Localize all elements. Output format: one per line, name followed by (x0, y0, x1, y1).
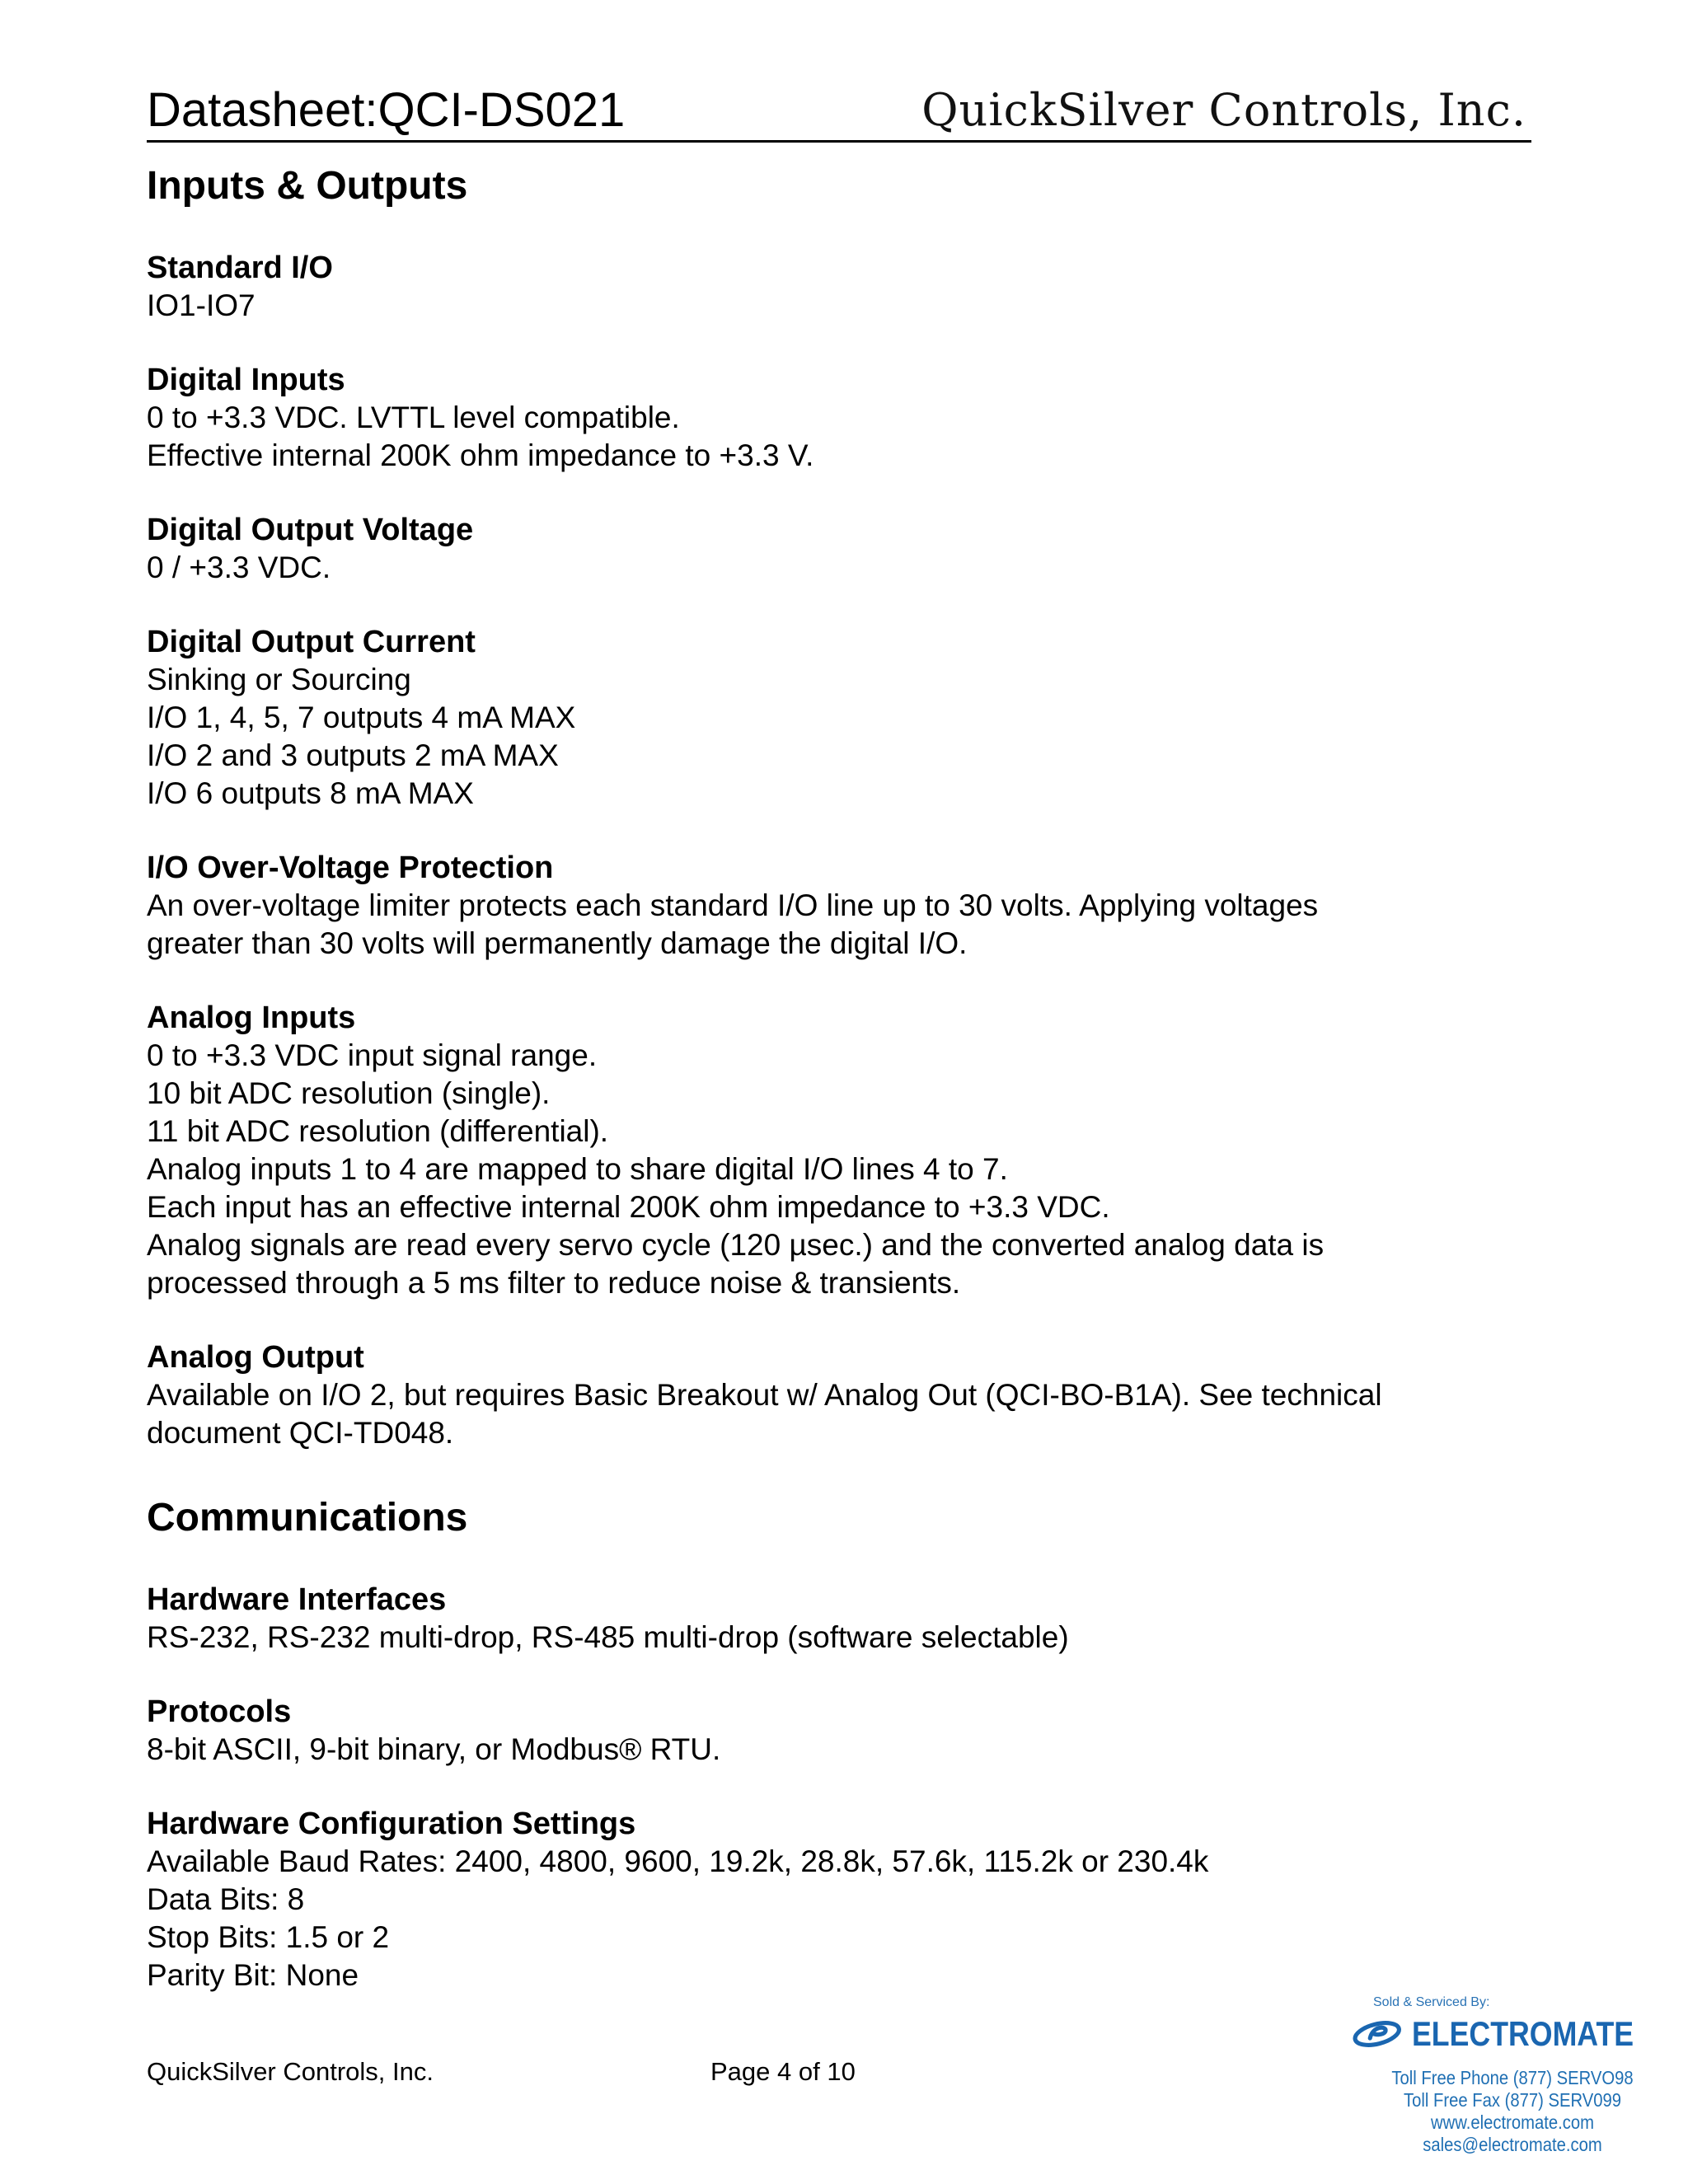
spec-line: Available Baud Rates: 2400, 4800, 9600, 19.2k, 28.8k, 57.6k, 115.2k or 230.4k (147, 1844, 1209, 1878)
spec-line: Stop Bits: 1.5 or 2 (147, 1920, 390, 1954)
spec-line: Parity Bit: None (147, 1958, 359, 1992)
spec-line: 0 / +3.3 VDC. (147, 551, 331, 584)
distributor-contact (1352, 2067, 1673, 2156)
spec-line: I/O 1, 4, 5, 7 outputs 4 mA MAX (147, 701, 576, 734)
distributor-website-link[interactable]: www.electromate.com (1431, 2111, 1594, 2133)
distributor-brand (1352, 2014, 1673, 2054)
spec-line: IO1-IO7 (147, 288, 256, 322)
spec-heading: Hardware Configuration Settings (147, 1807, 636, 1841)
spec-block-analog-inputs (147, 999, 1540, 1302)
spec-line: I/O 6 outputs 8 mA MAX (147, 776, 474, 810)
distributor-email-link[interactable]: sales@electromate.com (1423, 2134, 1602, 2155)
spec-block-hardware-configuration-settings (147, 1805, 1540, 1994)
spec-heading: Standard I/O (147, 251, 333, 285)
spec-block-digital-output-current (147, 623, 1540, 813)
spec-heading: Analog Inputs (147, 1001, 356, 1035)
spec-line: An over-voltage limiter protects each standard I/O line up to 30 volts. Applying voltages (147, 888, 1319, 922)
spec-line: document QCI-TD048. (147, 1416, 454, 1450)
spec-block-protocols (147, 1693, 1540, 1769)
spec-heading: Hardware Interfaces (147, 1582, 447, 1617)
document-id: Datasheet:QCI-DS021 (147, 83, 626, 137)
distributor-fax: Toll Free Fax (877) SERV099 (1404, 2089, 1621, 2111)
sold-serviced-label: Sold & Serviced By: (1373, 1995, 1490, 2009)
spec-line: Analog signals are read every servo cycle (120 µsec.) and the converted analog data is (147, 1228, 1325, 1262)
spec-heading: Digital Inputs (147, 363, 345, 397)
spec-line: 8-bit ASCII, 9-bit binary, or Modbus® RTU. (147, 1732, 721, 1766)
spec-block-hardware-interfaces (147, 1581, 1540, 1657)
spec-line: RS-232, RS-232 multi-drop, RS-485 multi-drop (software selectable) (147, 1620, 1069, 1654)
electromate-logo-icon (1352, 2018, 1402, 2050)
footer-company: QuickSilver Controls, Inc. (147, 2057, 434, 2086)
spec-line: Available on I/O 2, but requires Basic Breakout w/ Analog Out (QCI-BO-B1A). See technical (147, 1378, 1382, 1412)
spec-line: 10 bit ADC resolution (single). (147, 1076, 551, 1110)
spec-heading: Analog Output (147, 1340, 364, 1375)
spec-line: I/O 2 and 3 outputs 2 mA MAX (147, 738, 559, 772)
company-logo-text: QuickSilver Controls, Inc. (921, 84, 1526, 136)
footer-page-number: Page 4 of 10 (710, 2057, 856, 2086)
spec-heading: Digital Output Current (147, 625, 476, 659)
spec-line: Analog inputs 1 to 4 are mapped to share digital I/O lines 4 to 7. (147, 1152, 1008, 1186)
spec-line: 0 to +3.3 VDC. LVTTL level compatible. (147, 401, 680, 434)
spec-line: greater than 30 volts will permanently damage the digital I/O. (147, 926, 968, 960)
section-title-inputs-outputs: Inputs & Outputs (147, 164, 468, 208)
distributor-phone: Toll Free Phone (877) SERVO98 (1391, 2067, 1634, 2088)
spec-heading: I/O Over-Voltage Protection (147, 851, 554, 885)
spec-heading: Protocols (147, 1694, 292, 1729)
spec-block-standard-io (147, 249, 1540, 325)
distributor-stamp (1352, 1994, 1673, 2156)
distributor-name: ELECTROMATE (1412, 2014, 1634, 2053)
spec-block-digital-inputs (147, 361, 1540, 475)
spec-line: Each input has an effective internal 200K ohm impedance to +3.3 VDC. (147, 1190, 1110, 1224)
page-header (147, 81, 1531, 143)
spec-line: 11 bit ADC resolution (differential). (147, 1114, 609, 1148)
spec-line: Data Bits: 8 (147, 1882, 305, 1916)
section-title-communications: Communications (147, 1496, 468, 1540)
spec-block-digital-output-voltage (147, 511, 1540, 587)
spec-block-analog-output (147, 1338, 1540, 1452)
page-content (147, 157, 1540, 1994)
spec-line: 0 to +3.3 VDC input signal range. (147, 1038, 598, 1072)
spec-heading: Digital Output Voltage (147, 513, 474, 547)
spec-block-io-over-voltage-protection (147, 849, 1540, 963)
spec-line: Sinking or Sourcing (147, 663, 411, 696)
spec-line: processed through a 5 ms filter to reduce noise & transients. (147, 1266, 961, 1300)
spec-line: Effective internal 200K ohm impedance to +3.3 V. (147, 438, 814, 472)
